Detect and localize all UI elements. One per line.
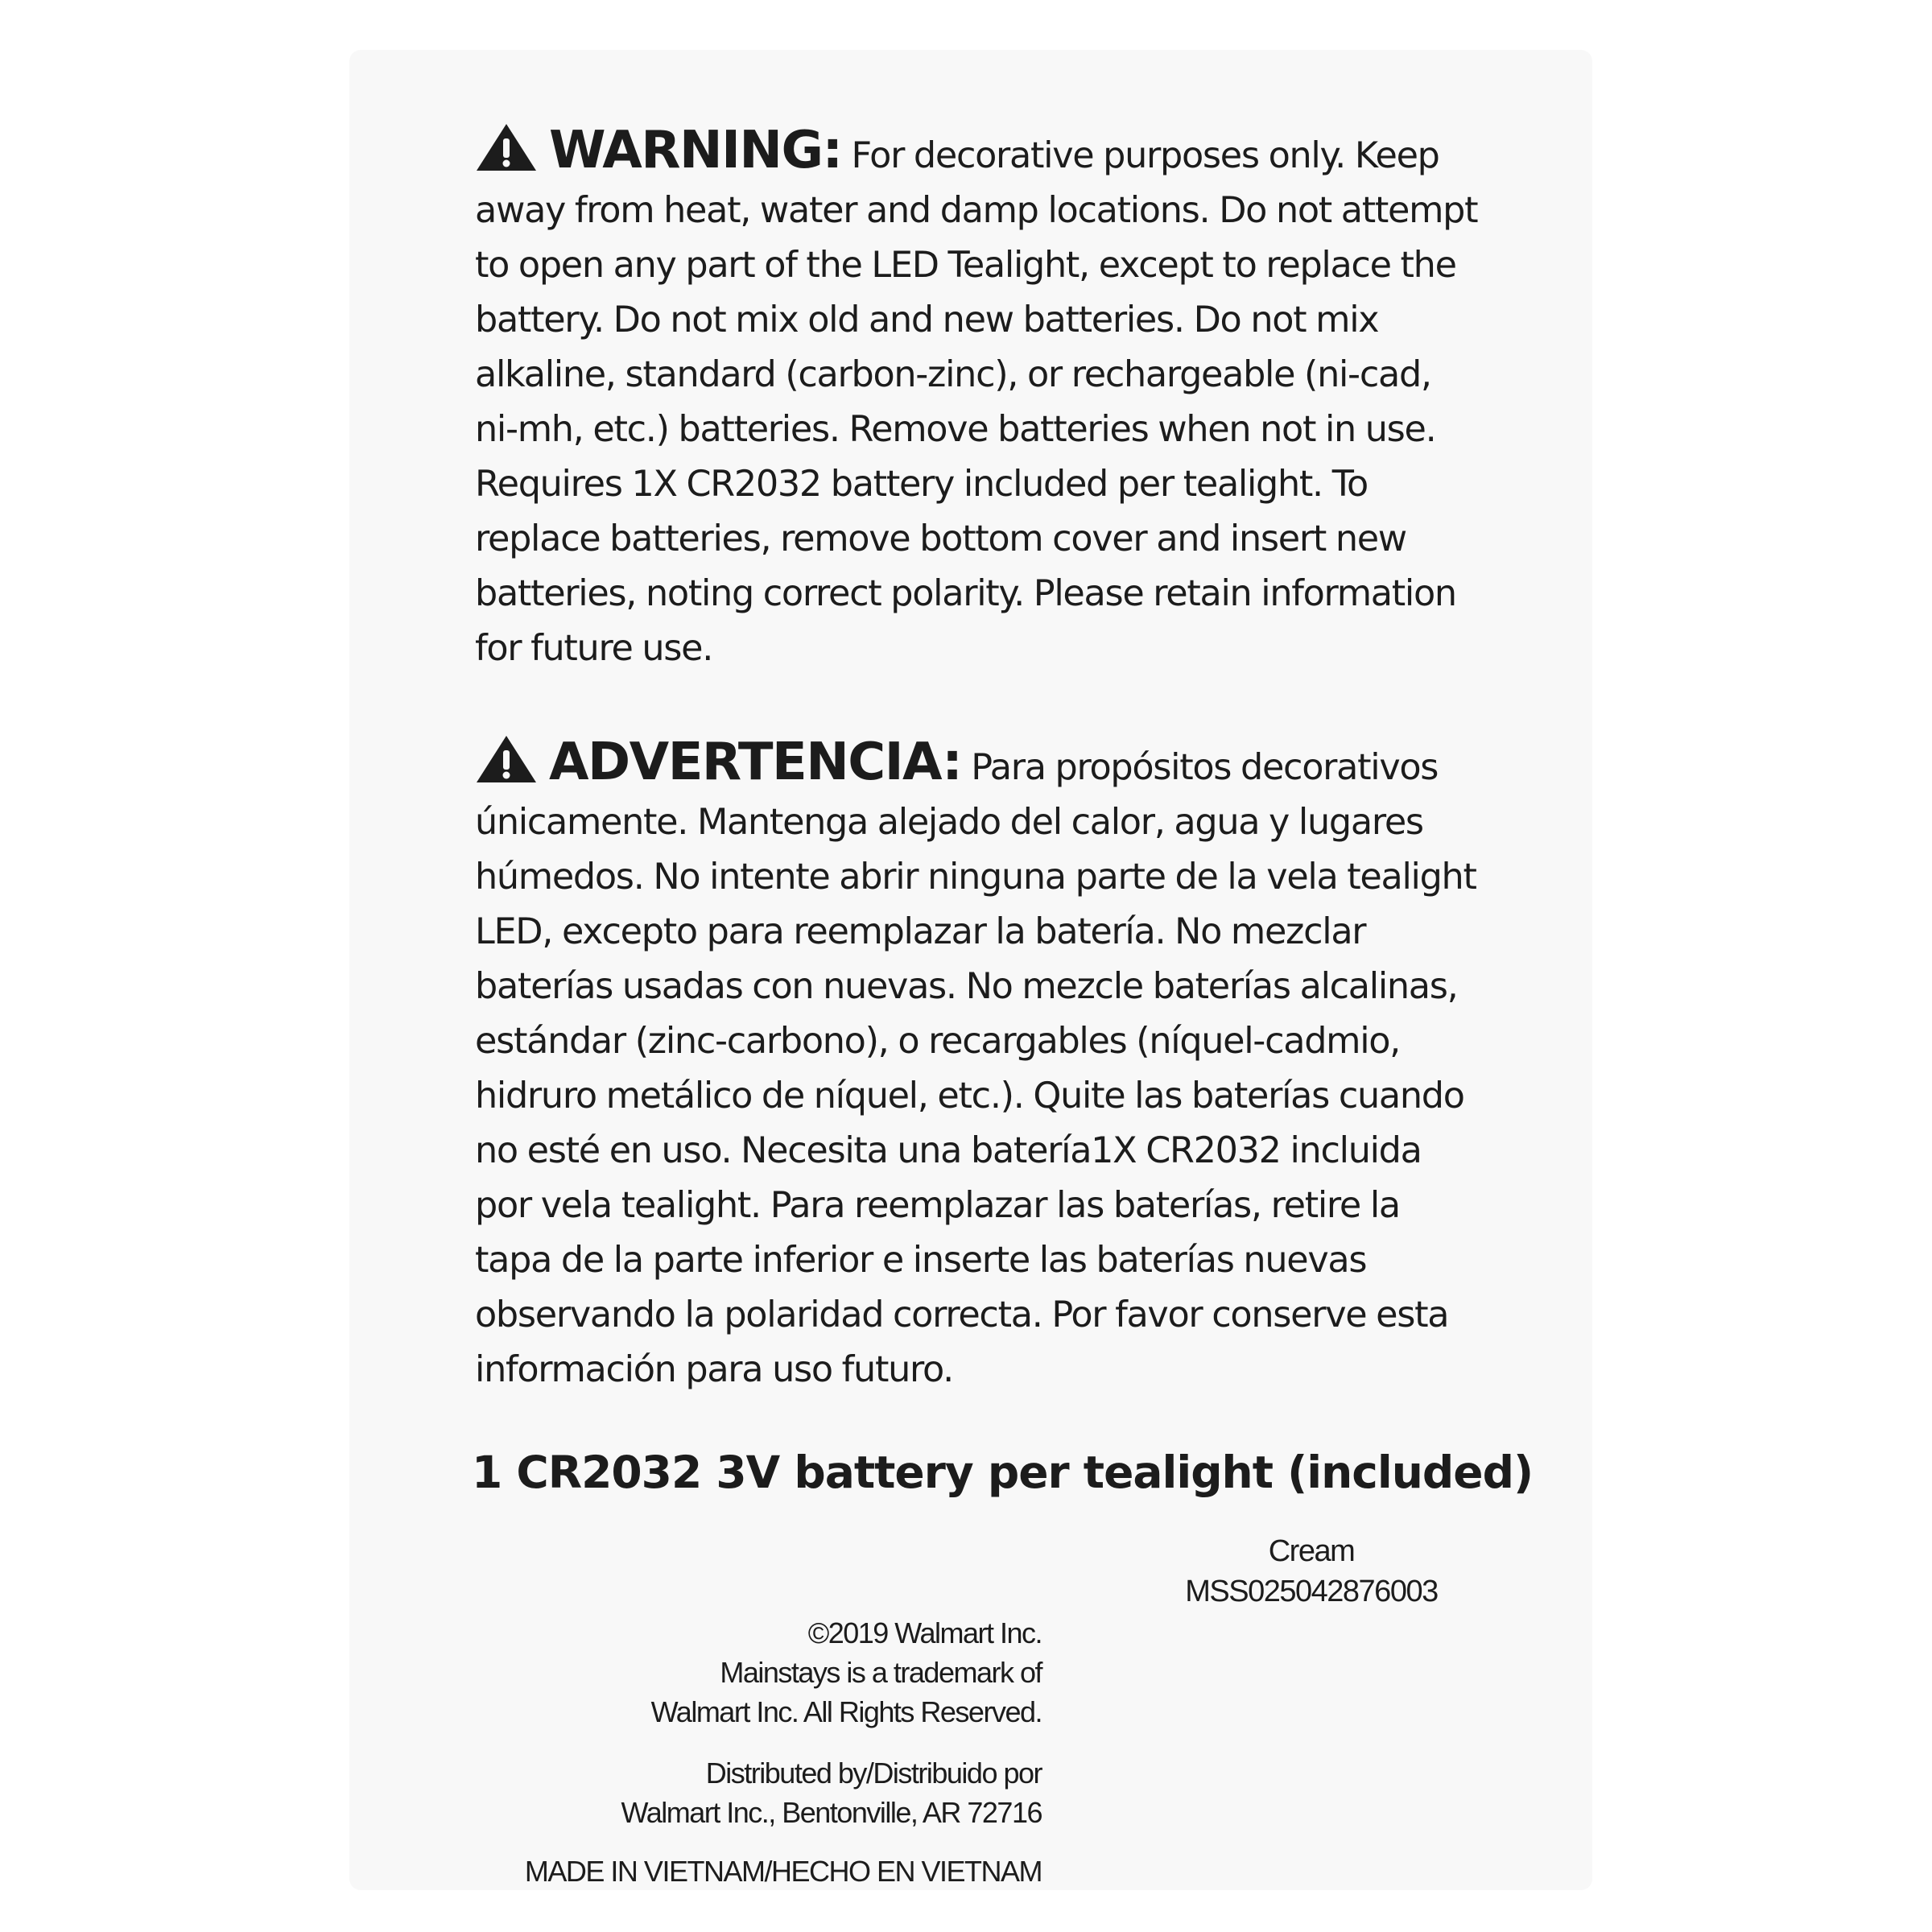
advertencia-heading: ADVERTENCIA: [549,733,962,792]
origin-line: MADE IN VIETNAM/HECHO EN VIETNAM [524,1855,1042,1888]
trademark-line: Walmart Inc. All Rights Reserved. [650,1695,1042,1728]
product-code: MSS025042876003 [1185,1575,1438,1608]
warning-text: For decorative purposes only. Keep away from heat, water and damp locations. Do not attempt to open any part of the LED Tealight, except to replace the battery. Do not mix old and new batteries. Do not mix alkaline, standard (carbon-zinc), or rechargeable (ni-cad, ni-mh, etc.) batteries. Remove batteries when not in use. Requires 1X CR2032 battery included per tealight. To replace batteries, remove bottom cover and insert new batteries, noting correct polarity. Please retain information for future use. [475,135,1478,669]
trademark-line: Mainstays is a trademark of [720,1656,1042,1689]
warning-heading: WARNING: [549,121,842,180]
warning-triangle-icon [475,122,538,172]
distributor-address: Walmart Inc., Bentonville, AR 72716 [621,1796,1042,1829]
warning-triangle-icon [475,734,538,784]
company-info [454,1613,1042,1891]
copyright-line: ©2019 Walmart Inc. [807,1616,1042,1649]
battery-note: 1 CR2032 3V battery per tealight (included) [472,1447,1534,1498]
package-label [349,50,1592,1890]
advertencia-text: Para propósitos decorativos únicamente. Mantenga alejado del calor, agua y lugares húmedos. No intente abrir ninguna parte de la vela tealight LED, excepto para reemplazar la batería. No mezclar baterías usadas con nuevas. No mezcle baterías alcalinas, estándar (zinc-carbono), o recargables (níquel-cadmio, hidruro metálico de níquel, etc.). Quite las baterías cuando no esté en uso. Necesita una batería1X CR2032 incluida por vela tealight. Para reemplazar las baterías, retire la tapa de la parte inferior e inserte las baterías nuevas observando la polaridad correcta. Por favor conserve esta información para uso futuro. [475,747,1476,1390]
distributor-line: Distributed by/Distribuido por [705,1757,1042,1790]
warning-english [475,122,1481,676]
product-info [1170,1531,1452,1612]
product-color: Cream [1268,1534,1355,1568]
warning-spanish [475,734,1481,1397]
